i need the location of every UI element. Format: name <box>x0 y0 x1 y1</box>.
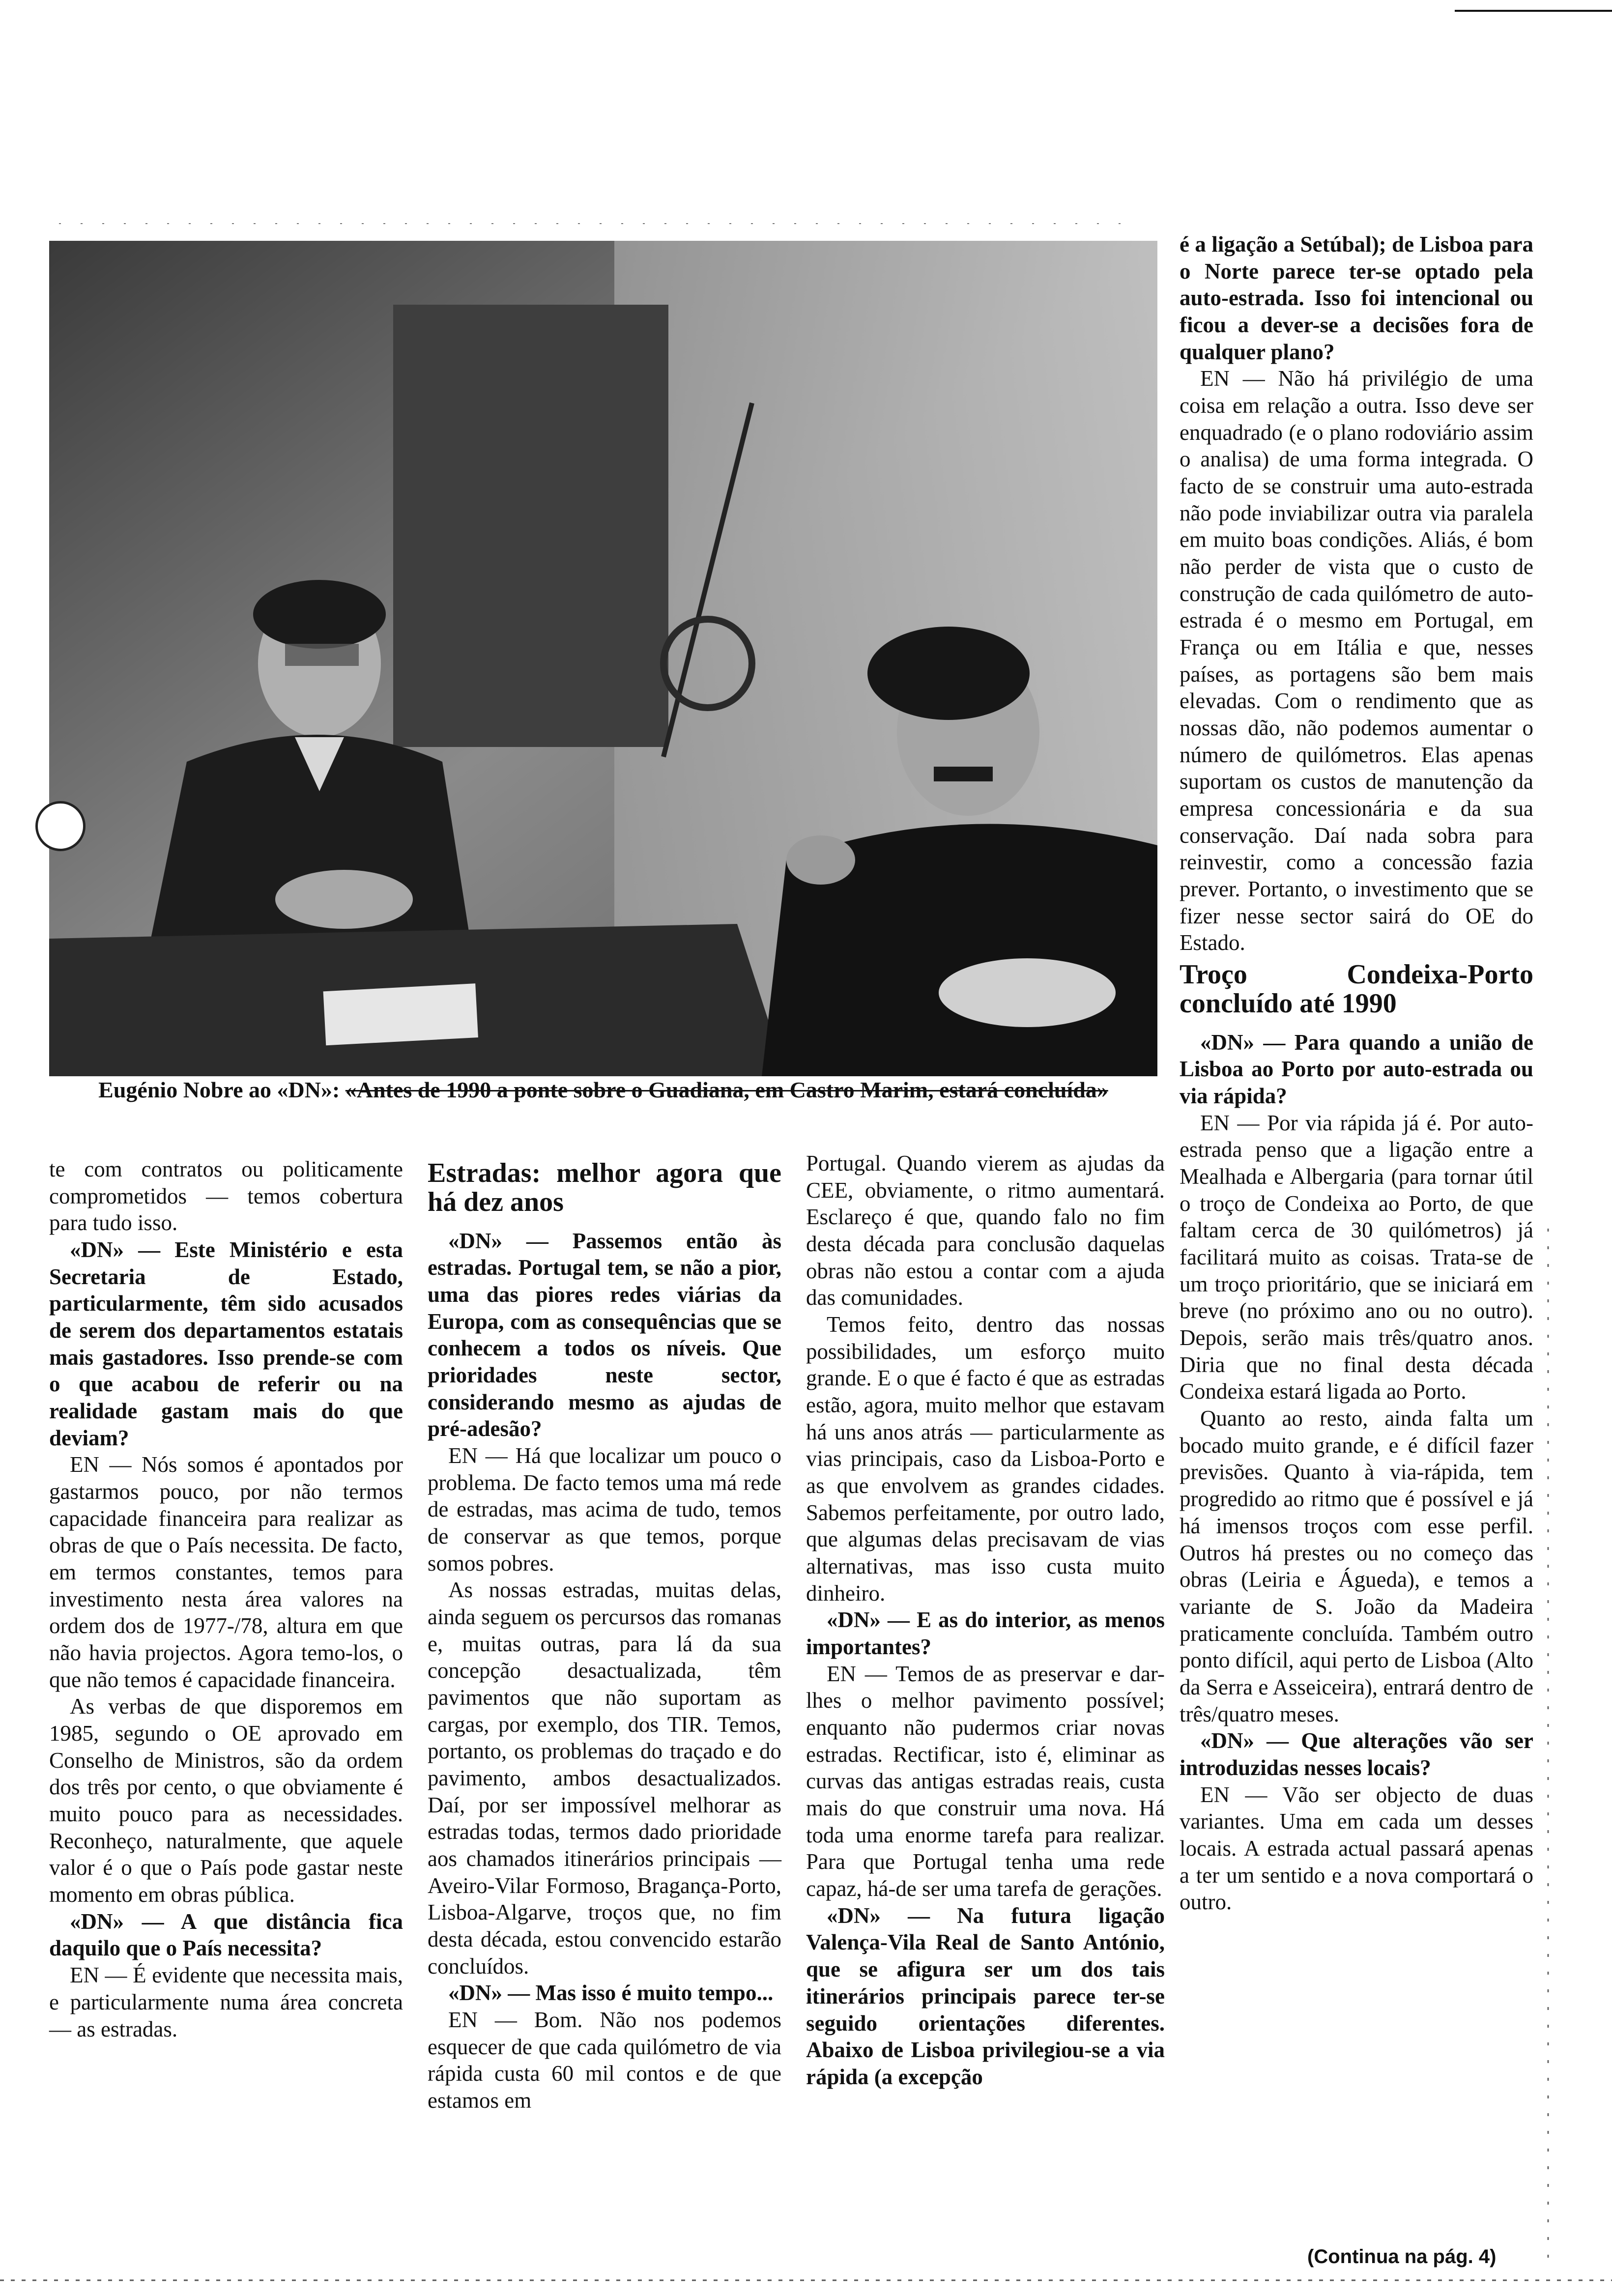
question <box>1180 231 1533 365</box>
column-3 <box>806 1150 1165 2091</box>
paragraph: Portugal. Quando vierem as ajudas da CEE, obviamente, o ritmo aumentará. Esclareço é que, quando falo no fim desta década para conclusão daquelas obras não estou a contar com a ajuda das comunidades. <box>806 1151 1165 1310</box>
top-rule <box>1455 10 1612 12</box>
column-4 <box>1180 231 1533 1916</box>
interview-photo <box>49 241 1157 1076</box>
question <box>806 1607 1165 1660</box>
question-text: «DN» — Este Ministério e esta Secretaria de Estado, particularmente, têm sido acusados de serem dos departamentos estatais mais gastadores. Isso prende-se com o que acabou de referir ou na realidade gastam mais do que deviam? <box>49 1237 403 1450</box>
paragraph: EN — Por via rápida já é. Por auto-estrada penso que a ligação entre a Mealhada e Albergaria (para tornar útil o troço de Condeixa ao Porto, de que faltam cerca de 30 quilómetros) já facilitará muito as coisas. Trata-se de um troço prioritário, que se iniciará em breve (no próximo ano ou no outro). Depois, serão mais três/quatro anos. Diria que no final desta década Condeixa estará ligada ao Porto. <box>1180 1110 1533 1404</box>
section-subhead: Estradas: melhor agora que há dez anos <box>428 1158 781 1217</box>
question <box>806 1902 1165 2091</box>
paragraph: EN — Temos de as preservar e dar-lhes o melhor pavimento possível; enquanto não pudermos criar novas estradas. Rectificar, isto é, eliminar as curvas das antigas estradas reais, custa mais do que construir uma nova. Há toda uma enorme tarefa para realizar. Para que Portugal tenha uma rede capaz, há-de ser uma tarefa de gerações. <box>806 1661 1165 1901</box>
paragraph: EN — É evidente que necessita mais, e particularmente numa área concreta — as estradas. <box>49 1963 403 2041</box>
question-text: é a ligação a Setúbal); de Lisboa para o Norte parece ter-se optado pela auto-estrada. Isso foi intencional ou ficou a dever-se a decisões fora de qualquer plano? <box>1180 232 1533 364</box>
punch-hole <box>35 801 86 851</box>
paragraph: As verbas de que disporemos em 1985, segundo o OE aprovado em Conselho de Ministros, são da ordem dos três por cento, o que obviamente é muito pouco para as necessidades. Reconheço, naturalmente, que aquele valor é o que o País pode gastar neste momento em obras pública. <box>49 1694 403 1907</box>
question-text: «DN» — Para quando a união de Lisboa ao Porto por auto-estrada ou via rápida? <box>1180 1030 1533 1109</box>
column-1 <box>49 1156 403 2042</box>
column-2 <box>428 1155 781 2114</box>
photo-illustration <box>49 241 1157 1076</box>
paragraph: te com contratos ou politicamente comprometidos — temos cobertura para tudo isso. <box>49 1157 403 1235</box>
paragraph: Temos feito, dentro das nossas possibilidades, um esforço muito grande. E o que é facto é que as estradas estão, agora, muito melhor que estavam há uns anos atrás — particularmente as vias principais, caso da Lisboa-Porto e as que envolvem as grandes cidades. Sabemos perfeitamente, por outro lado, que algumas delas precisavam de vias alternativas, mas isso custa muito dinheiro. <box>806 1312 1165 1606</box>
question-text: «DN» — Passemos então às estradas. Portugal tem, se não a pior, uma das piores redes viárias da Europa, com as consequências que se conhecem a todos os níveis. Que prioridades neste sector, considerando mesmo as ajudas de pré-adesão? <box>428 1228 781 1441</box>
question <box>1180 1727 1533 1781</box>
continued-note: (Continua na pág. 4) <box>1307 2246 1497 2267</box>
question-text: «DN» — Na futura ligação Valença-Vila Real de Santo António, que se afigura ser um dos tais itinerários principais parece ter-se seguido orientações diferentes. Abaixo de Lisboa privilegiou-se a via rápida (a excepção <box>806 1903 1165 2089</box>
paragraph: Quanto ao resto, ainda falta um bocado muito grande, e é difícil fazer previsões. Quanto à via-rápida, tem progredido ao ritmo que é possível e já há imensos troços com esse perfil. Outros há prestes ou no começo das obras (Leiria e Águeda), e temos a variante de S. João da Madeira praticamente concluída. Também outro ponto difícil, aqui perto de Lisboa (Alto da Serra e Asseiceira), entrará dentro de três/quatro meses. <box>1180 1406 1533 1726</box>
question-text: «DN» — E as do interior, as menos importantes? <box>806 1607 1165 1660</box>
paragraph: EN — Há que localizar um pouco o problema. De facto temos uma má rede de estradas, mas acima de tudo, temos de conservar as que temos, porque somos pobres. <box>428 1443 781 1576</box>
paragraph: EN — Nós somos é apontados por gastarmos pouco, por não termos capacidade financeira para realizar as obras de que o País necessita. De facto, em termos constantes, temos para investimento nesta área valores na ordem dos de 1977-/78, altura em que não havia projectos. Agora temo-los, o que não temos é capacidade financeira. <box>49 1452 403 1692</box>
question-text: «DN» — A que distância fica daquilo que o País necessita? <box>49 1909 403 1961</box>
photo-caption <box>49 1077 1157 1103</box>
paragraph: As nossas estradas, muitas delas, ainda seguem os percursos das romanas e, muitas outras, para lá da sua concepção desactualizada, têm pavimentos que não suportam as cargas, por exemplo, dos TIR. Temos, portanto, os problemas do traçado e do pavimento, ambos desactualizados. Daí, por ser impossível melhorar as estradas todas, termos dado prioridade aos chamados itinerários principais — Aveiro-Vilar Formoso, Bragança-Porto, Lisboa-Algarve, troços que, no fim desta década, estou convencido estarão concluídos. <box>428 1578 781 1979</box>
question <box>1180 1029 1533 1110</box>
section-subhead: Troço Condeixa-Porto concluído até 1990 <box>1180 959 1533 1019</box>
question <box>428 1228 781 1442</box>
question <box>49 1236 403 1451</box>
paragraph: EN — Bom. Não nos podemos esquecer de que cada quilómetro de via rápida custa 60 mil contos e de que estamos em <box>428 2008 781 2113</box>
paragraph: EN — Não há privilégio de uma coisa em relação a outra. Isso deve ser enquadrado (e o plano rodoviário assim o analisa) de uma forma integrada. O facto de se construir uma auto-estrada não pode inviabilizar outra via paralela em muito boas condições. Aliás, é bom não perder de vista que o custo de construção de cada quilómetro de auto-estrada é o mesmo em Portugal, em França ou em Itália e que, nesses países, as portagens são bem mais elevadas. Com o rendimento que as nossas dão, não podemos aumentar o número de quilómetros. Elas apenas suportam os custos de manutenção da empresa concessionária e da sua conservação. Daí nada sobra para reinvestir, como a concessão fazia prever. Portanto, o investimento que se fizer nesse sector sairá do OE do Estado. <box>1180 366 1533 955</box>
question <box>428 1980 781 2007</box>
paragraph: EN — Vão ser objecto de duas variantes. Uma em cada um desses locais. A estrada actual passará apenas a ter um sentido e a nova comportará o outro. <box>1180 1782 1533 1915</box>
question-text: «DN» — Mas isso é muito tempo... <box>448 1980 774 2006</box>
question-text: «DN» — Que alterações vão ser introduzidas nesses locais? <box>1180 1728 1533 1780</box>
caption-quote: «Antes de 1990 a ponte sobre o Guadiana, em Castro Marim, estará concluída» <box>345 1077 1108 1102</box>
question <box>49 1908 403 1962</box>
caption-name: Eugénio Nobre ao «DN»: <box>98 1077 340 1102</box>
